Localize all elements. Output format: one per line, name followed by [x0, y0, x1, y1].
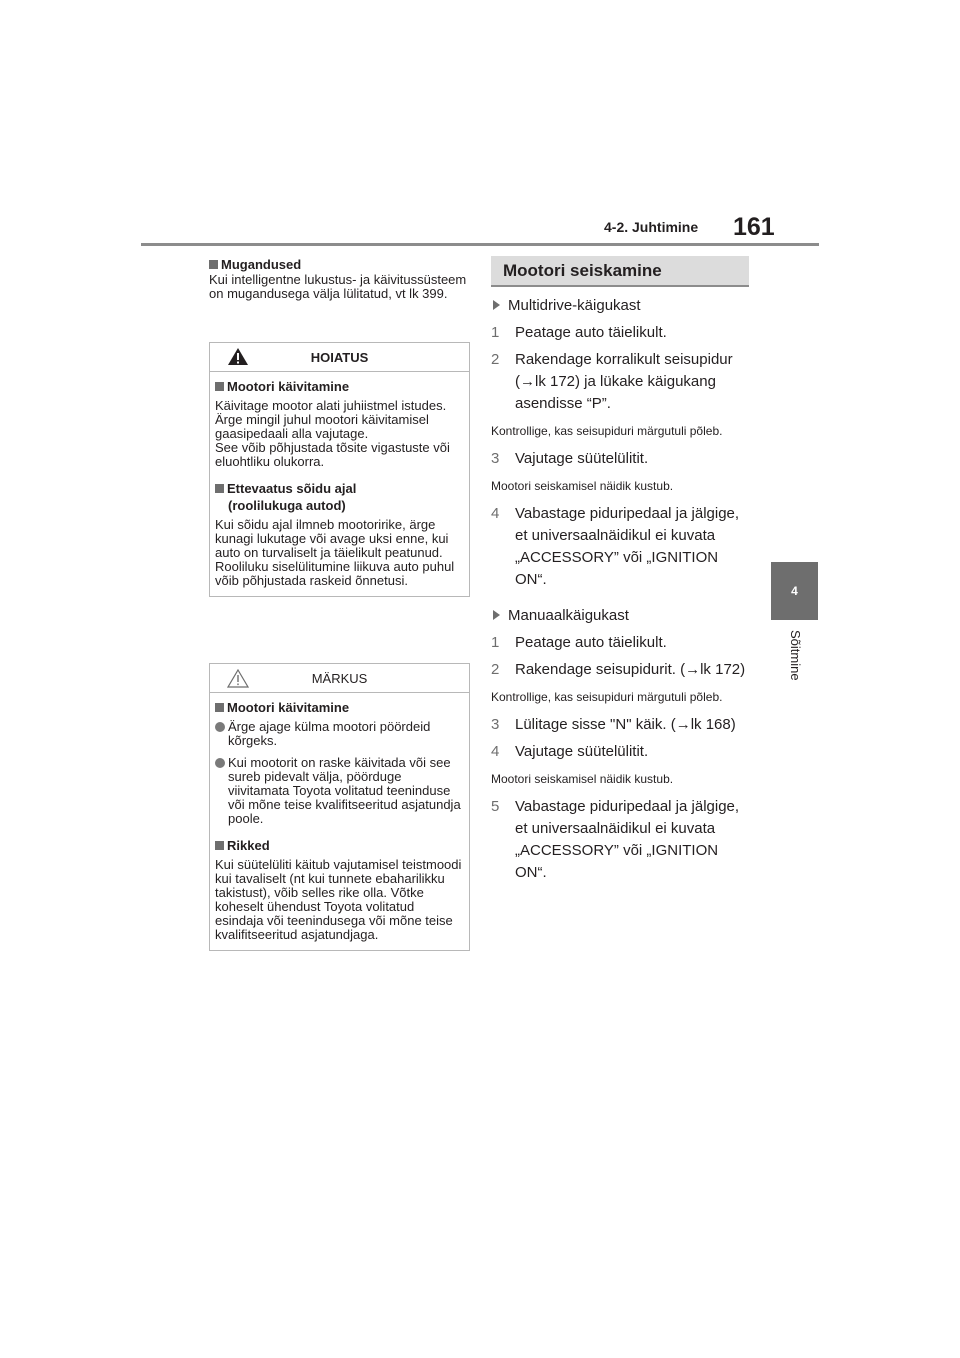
warning-block	[215, 378, 463, 469]
notice-triangle-icon	[227, 669, 249, 688]
round-bullet-icon	[215, 722, 225, 732]
triangle-arrow-icon	[493, 610, 500, 620]
step-item: 2 Rakendage korralikult seisupidur (→lk 172) ja lükake käigukang asendisse “P”.	[491, 351, 733, 412]
notice-title-bar	[210, 664, 469, 693]
square-bullet-icon	[209, 260, 218, 269]
chapter-label: Sõitmine	[788, 630, 803, 681]
warning-heading-cont: (roolilukuga autod)	[228, 498, 346, 513]
section-heading: Mootori seiskamine	[491, 256, 749, 287]
step-item: 4 Vajutage süütelülitit.	[491, 743, 649, 760]
chapter-number: 4	[791, 584, 798, 598]
notice-heading: Mootori käivitamine	[215, 699, 463, 716]
warning-triangle-icon	[227, 347, 249, 366]
intro-text: Kui intelligentne lukustus- ja käivitussüsteem on mugandusega välja lülitatud, vt lk 399.	[209, 272, 467, 301]
subsection-manual: Manuaalkäigukast	[491, 605, 749, 627]
notice-block	[215, 837, 463, 942]
notice-bullet: Kui mootorit on raske käivitada või see sureb pidevalt välja, pöörduge viivitamata Toyota volitatud teeninduse või mõne teise kvalifitseeritud asjatundja poole.	[215, 756, 463, 826]
notice-box	[209, 663, 470, 951]
step-item: 1 Peatage auto täielikult.	[491, 634, 667, 651]
step-item: 5 Vabastage piduripedaal ja jälgige, et universaalnäidikul ei kuvata „ACCESSORY” või „IGNITION ON“.	[491, 798, 740, 881]
step-note: Mootori seiskamisel näidik kustub.	[491, 479, 674, 493]
square-bullet-icon	[215, 703, 224, 712]
warning-text: Kui sõidu ajal ilmneb mootoririke, ärge kunagi lukutage või avage uksi enne, kui auto on turvaliselt ja täielikult peatunud. Rooliluku siselülitumine liikuva auto puhul võib põhjustada raskeid õnnetusi.	[215, 517, 455, 588]
step-note: Kontrollige, kas seisupiduri märgutuli põleb.	[491, 690, 723, 704]
warning-body	[210, 372, 469, 596]
notice-heading: Rikked	[215, 837, 463, 854]
step-note: Mootori seiskamisel näidik kustub.	[491, 772, 674, 786]
warning-text: See võib põhjustada tõsite vigastuste või eluohtliku olukorra.	[215, 440, 450, 469]
step-item: 1 Peatage auto täielikult.	[491, 324, 667, 341]
subsection-multidrive: Multidrive-käigukast	[491, 295, 749, 317]
square-bullet-icon	[215, 841, 224, 850]
procedure	[491, 295, 749, 884]
chapter-tab	[771, 562, 818, 620]
warning-title: HOIATUS	[310, 349, 369, 365]
step-item: 2 Rakendage seisupidurit. (→lk 172)	[491, 661, 746, 678]
page-number: 161	[733, 213, 775, 241]
notice-text: Kui süütelüliti käitub vajutamisel teistmoodi kui tavaliselt (nt kui tunnete ebaharilikku takistust), võib selles rike olla. Võtke koheselt ühendust Toyota volitatud esindaja või teenindusega või mõne teise kvalifitseeritud asjatundjaga.	[215, 857, 462, 942]
header-rule	[141, 243, 819, 246]
square-bullet-icon	[215, 382, 224, 391]
notice-body	[210, 693, 469, 950]
warning-text: Käivitage mootor alati juhiistmel istudes. Ärge mingil juhul mootori käivitamisel gaasipedaali alla vajutage.	[215, 398, 447, 441]
round-bullet-icon	[215, 758, 225, 768]
warning-heading: Ettevaatus sõidu ajal	[215, 480, 463, 497]
step-item: 3 Vajutage süütelülitit.	[491, 450, 649, 467]
warning-title-bar	[210, 343, 469, 372]
notice-bullet: Ärge ajage külma mootori pöördeid kõrgeks.	[215, 720, 463, 748]
notice-block	[215, 699, 463, 826]
step-item: 3 Lülitage sisse "N" käik. (→lk 168)	[491, 716, 736, 733]
warning-block	[215, 480, 463, 588]
section-title: 4-2. Juhtimine	[604, 219, 699, 235]
step-note: Kontrollige, kas seisupiduri märgutuli põleb.	[491, 424, 723, 438]
square-bullet-icon	[215, 484, 224, 493]
intro-heading: Mugandused	[209, 256, 471, 273]
warning-heading: Mootori käivitamine	[215, 378, 463, 395]
warning-box	[209, 342, 470, 597]
step-item: 4 Vabastage piduripedaal ja jälgige, et universaalnäidikul ei kuvata „ACCESSORY” või „IGNITION ON“.	[491, 505, 740, 588]
notice-title: MÄRKUS	[311, 670, 368, 686]
triangle-arrow-icon	[493, 300, 500, 310]
intro-block	[209, 256, 471, 301]
